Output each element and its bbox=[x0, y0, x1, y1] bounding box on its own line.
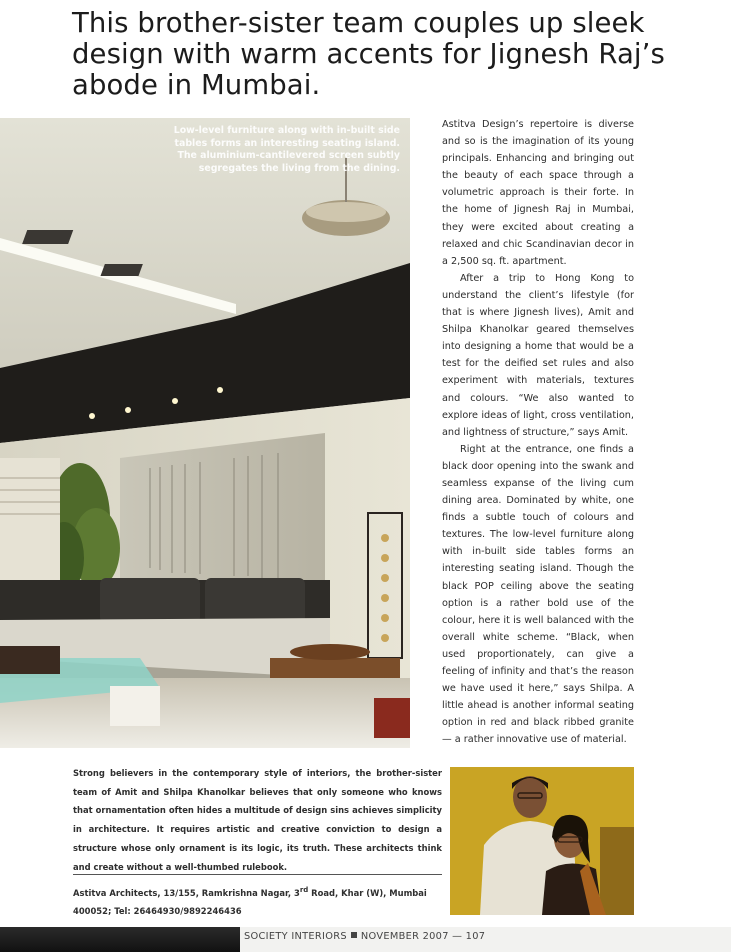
architect-address: Astitva Architects, 13/155, Ramkrishna Nagar, 3rd Road, Khar (W), Mumbai 400052; Tel: 26464930/9892246436 bbox=[73, 886, 427, 916]
footer-photo-strip bbox=[0, 927, 240, 952]
square-bullet-icon bbox=[351, 932, 357, 938]
portrait-illustration bbox=[450, 767, 634, 915]
living-room-illustration bbox=[0, 118, 410, 748]
architect-intro: Strong believers in the contemporary style of interiors, the brother-sister team of Amit and Shilpa Khanolkar believes that only someone who knows that ornamentation often hides a multitude of design sins achieves simplicity in architecture. It requires artistic and creative conviction to design a structure whose only ornament is its logic, its truth. These architects think and create without a well-thumbed rulebook. bbox=[73, 768, 442, 872]
article-headline: This brother-sister team couples up sleek design with warm accents for Jignesh Raj’s abode in Mumbai. bbox=[72, 7, 665, 101]
magazine-name: SOCIETY INTERIORS bbox=[244, 931, 347, 942]
footer-folio bbox=[244, 931, 485, 942]
body-paragraph: Astitva Design’s repertoire is diverse and so is the imagination of its young principals. Enhancing and bringing out the beauty of each space through a volumetric approach is their forte. In the home of Jignesh Raj in Mumbai, they were excited about creating a relaxed and chic Scandinavian decor in a 2,500 sq. ft. apartment. bbox=[442, 119, 634, 267]
article-body bbox=[442, 116, 634, 748]
divider bbox=[73, 874, 442, 875]
page-number: — 107 bbox=[452, 931, 486, 942]
body-paragraph: Right at the entrance, one finds a black door opening into the swank and seamless expanse of the living cum dining area. Dominated by white, one finds a subtle touch of colours and textures. The low-level furniture along with in-built side tables forms an interesting seating island. Though the black POP ceiling above the seating option is a rather bold use of the colour, here it is well balanced with the overall white scheme. “Black, when used proportionately, can give a feeling of infinity and that’s the reason we have used it here,” says Shilpa. A little ahead is another informal seating option in red and black ribbed granite — a rather innovative use of material. bbox=[442, 443, 634, 746]
photo-caption: Low-level furniture along with in-built side tables forms an interesting seating island. The aluminium-cantilevered screen subtly segregates the living from the dining. bbox=[173, 125, 400, 174]
issue-date: NOVEMBER 2007 bbox=[360, 931, 449, 942]
architects-portrait bbox=[450, 767, 634, 915]
living-room-photo bbox=[0, 118, 410, 748]
body-paragraph: After a trip to Hong Kong to understand the client’s lifestyle (for that is where Jignesh lives), Amit and Shilpa Khanolkar geared themselves into designing a home that would be a test for the deified set rules and also experiment with materials, textures and colours. “We also wanted to explore ideas of light, cross ventilation, and lightness of structure,” says Amit. bbox=[442, 272, 634, 438]
page-footer bbox=[0, 927, 731, 952]
